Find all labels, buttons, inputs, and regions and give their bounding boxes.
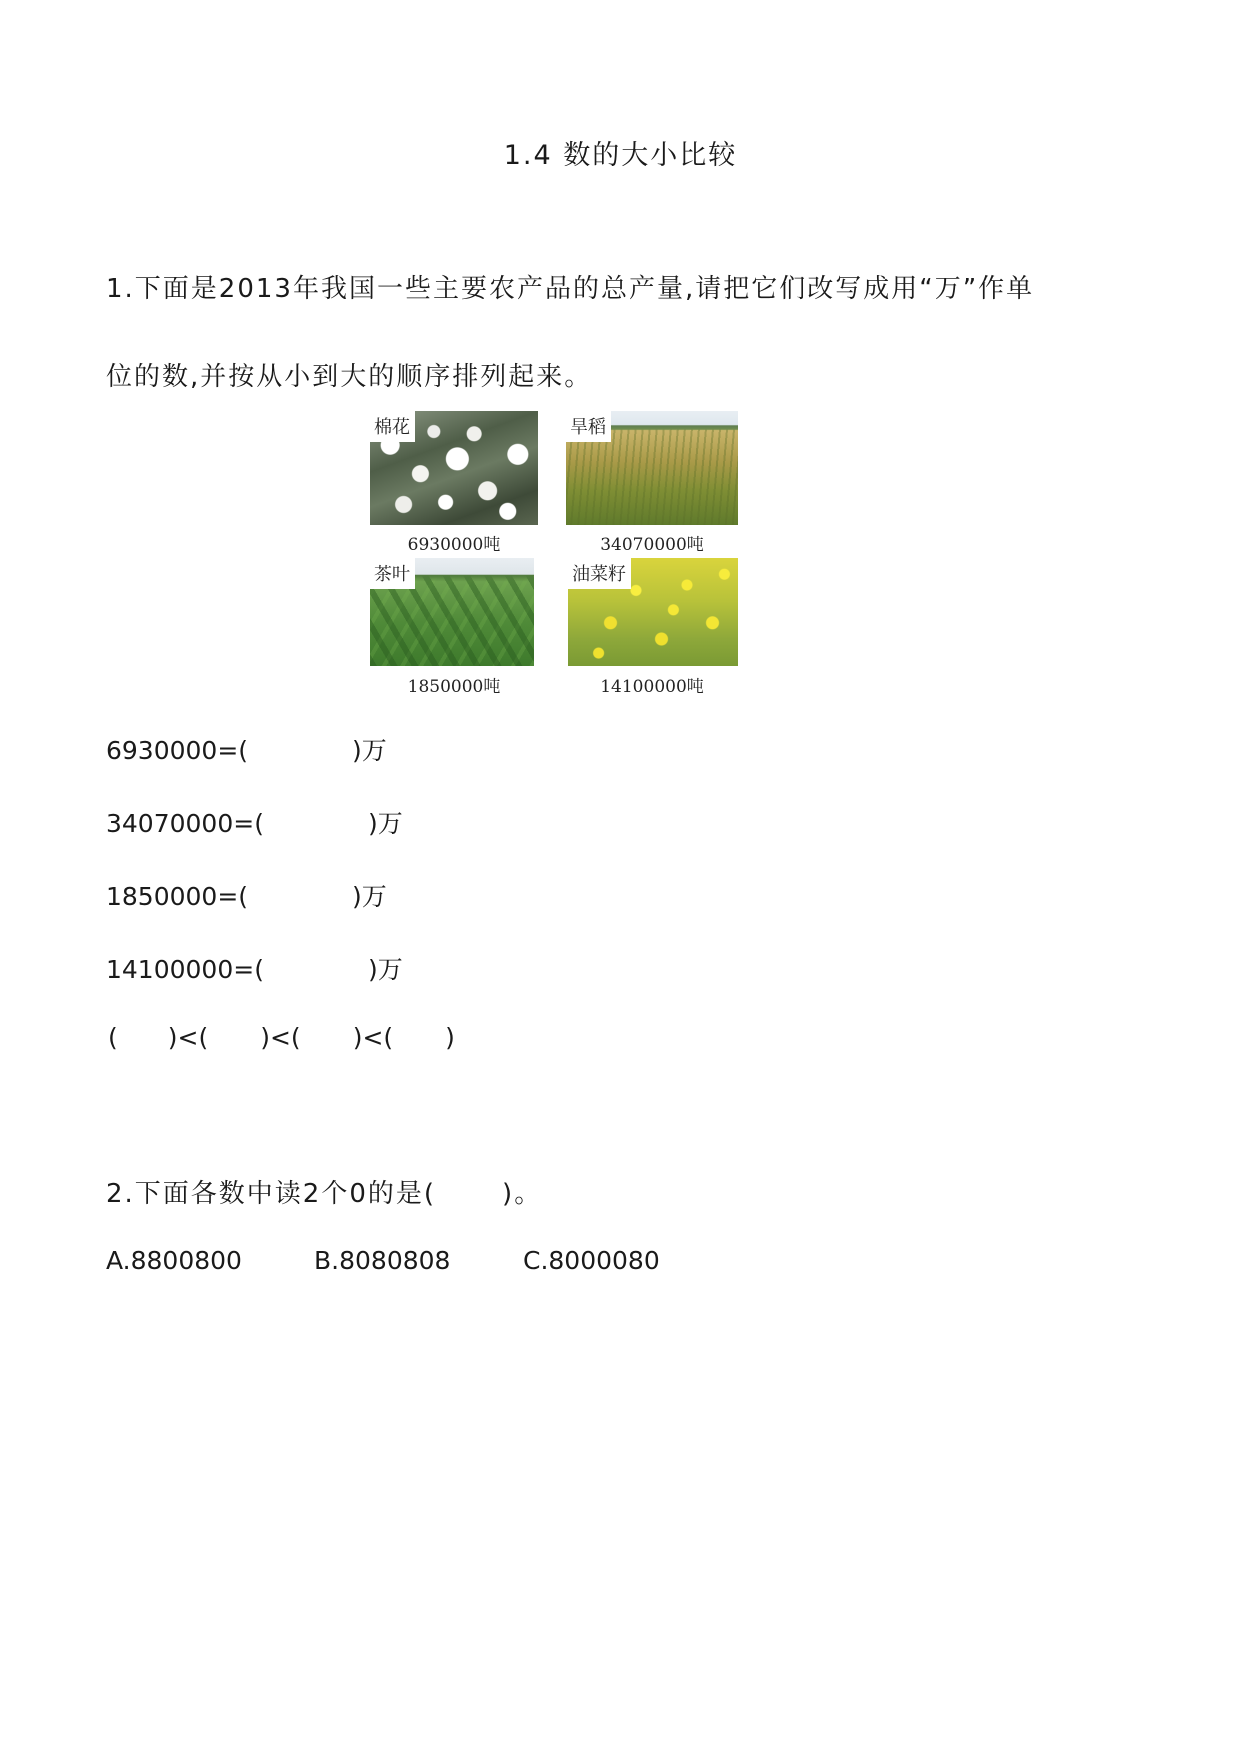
question-2-text: 2.下面各数中读2个0的是( — [106, 1179, 437, 1209]
question-1-line-2: 位的数,并按从小到大的顺序排列起来。 — [106, 362, 593, 392]
conversion-row-3 — [106, 877, 387, 913]
option-b[interactable]: B.8080808 — [314, 1246, 451, 1275]
rice-photo — [566, 411, 738, 525]
conversion-unit: )万 — [352, 882, 387, 911]
conversion-unit: )万 — [352, 736, 387, 765]
option-c[interactable]: C.8000080 — [523, 1246, 660, 1275]
photo-label: 棉花 — [370, 411, 415, 442]
question-2 — [106, 1173, 542, 1210]
photo-caption: 14100000吨 — [600, 677, 704, 697]
conversion-row-1 — [106, 731, 387, 767]
conversion-number: 34070000=( — [106, 809, 264, 838]
page-title: 1.4 数的大小比较 — [503, 140, 738, 171]
paren: ( — [108, 1023, 118, 1052]
cotton-photo — [370, 411, 538, 525]
question-1-line-1: 1.下面是2013年我国一些主要农产品的总产量,请把它们改写成用“万”作单 — [106, 274, 1035, 304]
conversion-row-2 — [106, 804, 403, 840]
rapeseed-photo — [568, 558, 738, 666]
question-2-end: )。 — [502, 1179, 543, 1209]
option-a[interactable]: A.8800800 — [106, 1246, 242, 1275]
paren: ) — [445, 1023, 455, 1052]
photo-caption: 1850000吨 — [407, 677, 501, 697]
photo-caption: 34070000吨 — [600, 535, 704, 555]
conversion-number: 6930000=( — [106, 736, 249, 765]
conversion-unit: )万 — [367, 809, 403, 838]
paren-less-than: )<( — [167, 1023, 209, 1052]
conversion-number: 1850000=( — [106, 882, 249, 911]
photo-label: 茶叶 — [370, 558, 415, 589]
photo-caption: 6930000吨 — [407, 535, 501, 555]
ordering-row — [108, 1023, 455, 1052]
paren-less-than: )<( — [260, 1023, 301, 1052]
tea-photo — [370, 558, 534, 666]
photo-label: 油菜籽 — [568, 558, 631, 589]
conversion-number: 14100000=( — [106, 955, 264, 984]
paren-less-than: )<( — [352, 1023, 394, 1052]
conversion-unit: )万 — [367, 955, 403, 984]
conversion-row-4 — [106, 950, 403, 986]
photo-label: 旱稻 — [566, 411, 611, 442]
